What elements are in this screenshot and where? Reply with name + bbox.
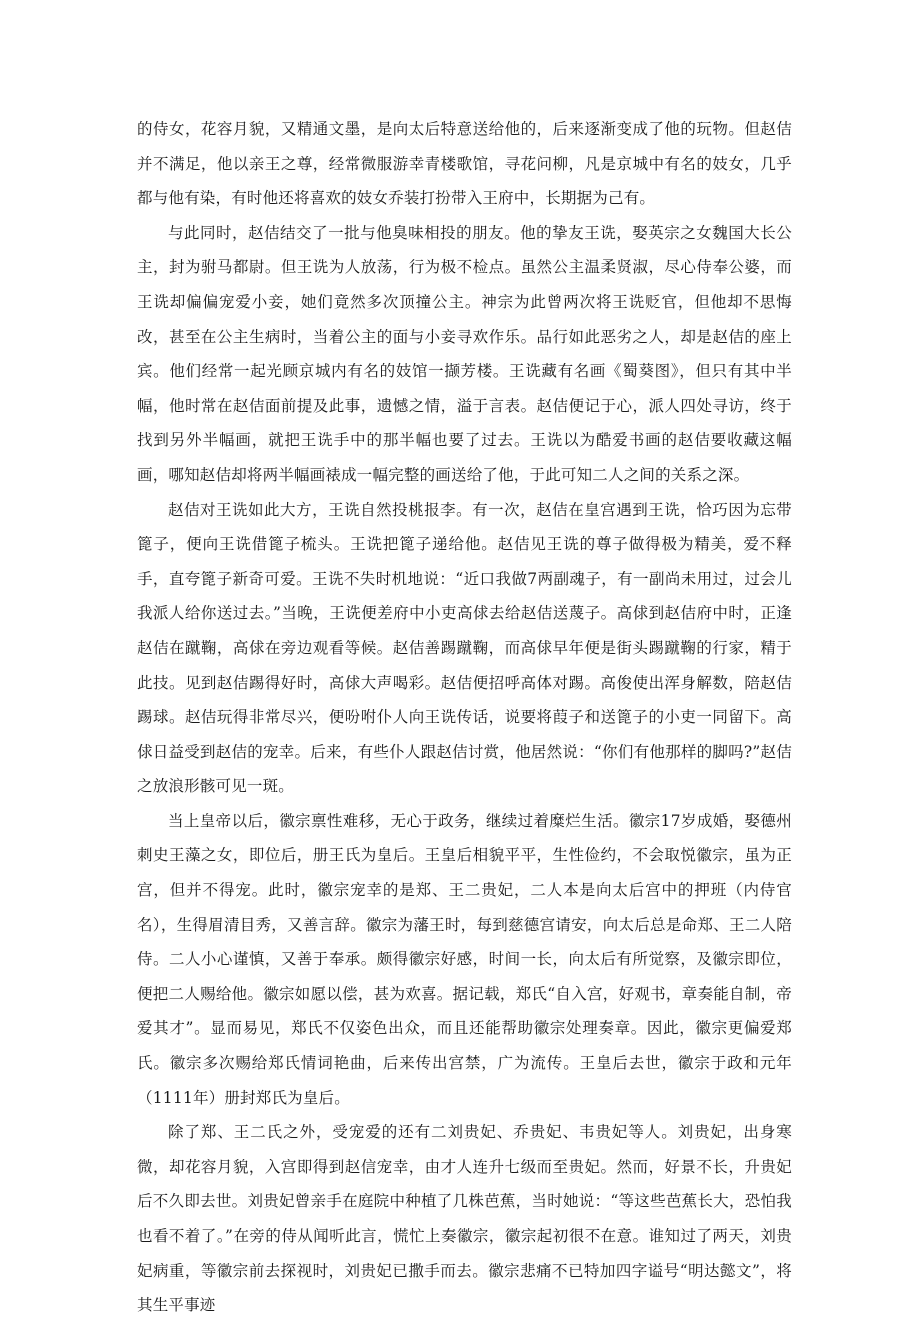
paragraph-5: 除了郑、王二氏之外，受宠爱的还有二刘贵妃、乔贵妃、韦贵妃等人。刘贵妃，出身寒微，却花容月貌，入宫即得到赵信宠幸，由才人连升七级而至贵妃。然而，好景不长，升贵妃后不久即去世。刘贵妃曾亲手在庭院中种植了几株芭蕉，当时她说：“等这些芭蕉长大，恐怕我也看不着了。”在旁的侍从闻听此言，慌忙上奏徽宗，徽宗起初很不在意。谁知过了两天，刘贵妃病重，等徽宗前去探视时，刘贵妃已撒手而去。徽宗悲痛不已特加四字谥号“明达懿文”，将其生平事迹 — [137, 1123, 792, 1315]
paragraph-4: 当上皇帝以后，徽宗禀性难移，无心于政务，继续过着糜烂生活。徽宗17岁成婚，娶德州刺史王藻之女，即位后，册王氏为皇后。王皇后相貌平平，生性俭约，不会取悦徽宗，虽为正宫，但并不得宠。此时，徽宗宠幸的是郑、王二贵妃，二人本是向太后宫中的押班（内侍官名），生得眉清目秀，又善言辞。徽宗为藩王时，每到慈德宫请安，向太后总是命郑、王二人陪侍。二人小心谨慎，又善于奉承。颇得徽宗好感，时间一长，向太后有所觉察，及徽宗即位，便把二人赐给他。徽宗如愿以偿，甚为欢喜。据记载，郑氏“自入宫，好观书，章奏能自制，帝爱其才”。显而易见，郑氏不仅姿色出众，而且还能帮助徽宗处理奏章。因此，徽宗更偏爱郑氏。徽宗多次赐给郑氏情词艳曲，后来传出宫禁，广为流传。王皇后去世，徽宗于政和元年（1111年）册封郑氏为皇后。 — [137, 811, 792, 1107]
paragraph-1: 的侍女，花容月貌，又精通文墨，是向太后特意送给他的，后来逐渐变成了他的玩物。但赵佶并不满足，他以亲王之尊，经常微服游幸青楼歌馆，寻花问柳，凡是京城中有名的妓女，几乎都与他有染，有时他还将喜欢的妓女乔装打扮带入王府中，长期据为己有。 — [137, 120, 792, 208]
paragraph-2: 与此同时，赵佶结交了一批与他臭味相投的朋友。他的挚友王诜，娶英宗之女魏国大长公主，封为驸马都尉。但王诜为人放荡，行为极不检点。虽然公主温柔贤淑，尽心侍奉公婆，而王诜却偏偏宠爱小妾，她们竟然多次顶撞公主。神宗为此曾两次将王诜贬官，但他却不思悔改，甚至在公主生病时，当着公主的面与小妾寻欢作乐。品行如此恶劣之人，却是赵佶的座上宾。他们经常一起光顾京城内有名的妓馆一撷芳楼。王诜藏有名画《蜀葵图》，但只有其中半幅，他时常在赵佶面前提及此事，遗憾之情，溢于言表。赵佶便记于心，派人四处寻访，终于找到另外半幅画，就把王诜手中的那半幅也要了过去。王诜以为酷爱书画的赵佶要收藏这幅画，哪知赵佶却将两半幅画裱成一幅完整的画送给了他，于此可知二人之间的关系之深。 — [137, 223, 792, 484]
document-page — [137, 112, 792, 1323]
paragraph-3: 赵佶对王诜如此大方，王诜自然投桃报李。有一次，赵佶在皇宫遇到王诜，恰巧因为忘带篦子，便向王诜借篦子梳头。王诜把篦子递给他。赵佶见王诜的尊子做得极为精美，爱不释手，直夸篦子新奇可爱。王诜不失时机地说：“近口我做7两副魂子，有一副尚未用过，过会儿我派人给你送过去。”当晚，王诜便差府中小吏高俅去给赵佶送蔑子。高俅到赵佶府中时，正逢赵佶在蹴鞠，高俅在旁边观看等候。赵佶善踢蹴鞠，而高俅早年便是街头踢蹴鞠的行家，精于此技。见到赵佶踢得好时，高俅大声喝彩。赵佶便招呼高体对踢。高俊使出浑身解数，陪赵佶踢球。赵佶玩得非常尽兴，便吩咐仆人向王诜传话，说要将葭子和送篦子的小吏一同留下。高俅日益受到赵佶的宠幸。后来，有些仆人跟赵佶讨赏，他居然说：“你们有他那样的脚吗?”赵佶之放浪形骸可见一斑。 — [137, 500, 792, 796]
